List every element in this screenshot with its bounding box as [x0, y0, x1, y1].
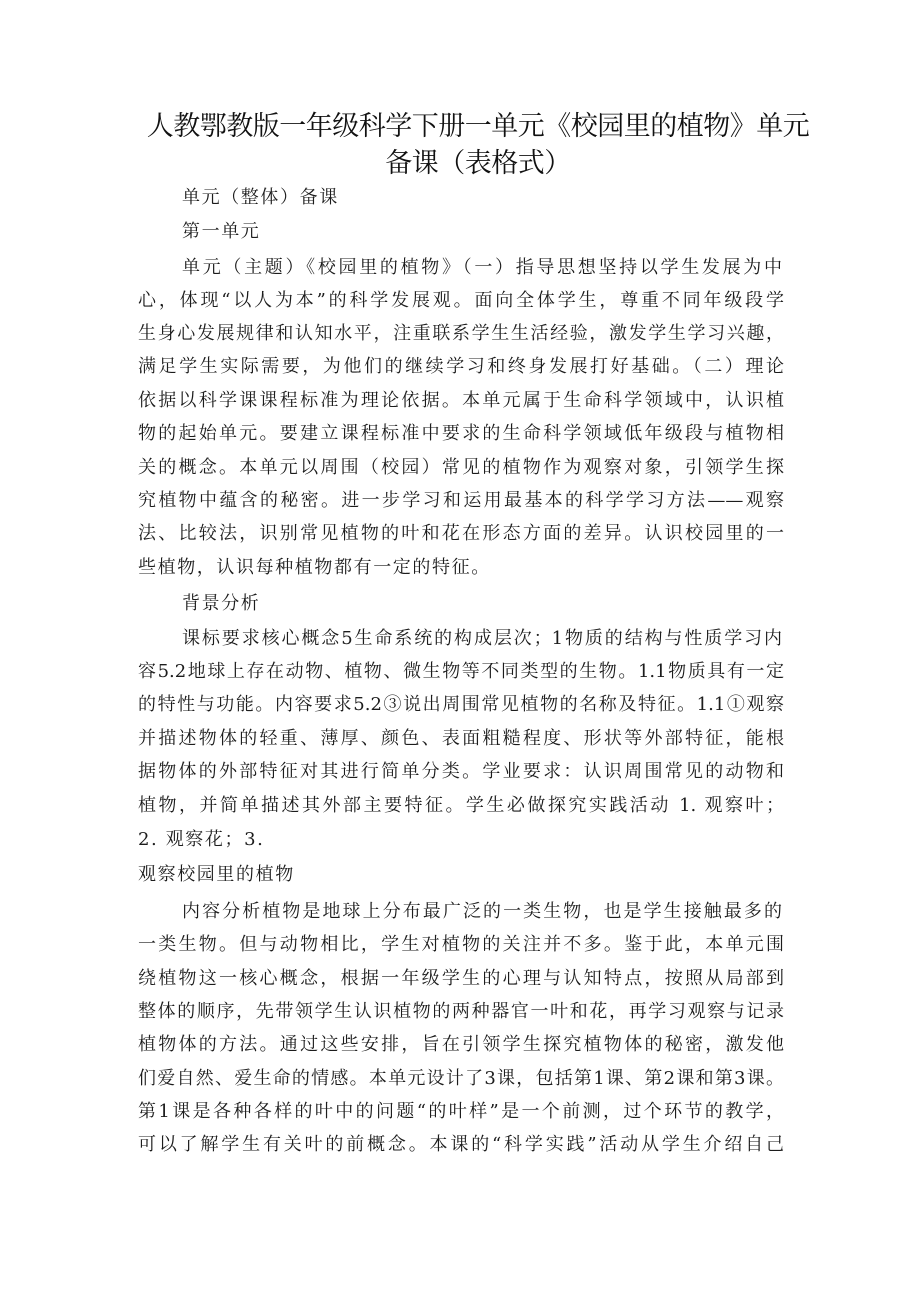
paragraph-line: 可以了解学生有关叶的前概念。本课的“科学实践”活动从学生介绍自己	[138, 1134, 784, 1155]
document-title	[138, 108, 818, 182]
paragraph-line: 关的概念。本单元以周围（校园）常见的植物作为观察对象，引领学生探	[138, 457, 784, 478]
title-line-2: 备课（表格式）	[385, 148, 571, 179]
paragraph-line: 2. 观察花；3.	[138, 829, 265, 850]
paragraph-line: 依据以科学课课程标准为理论依据。本单元属于生命科学领域中，认识植	[138, 390, 784, 411]
paragraph-line: 整体的顺序，先带领学生认识植物的两种器官一叶和花，再学习观察与记录	[138, 1001, 784, 1022]
paragraph-line: 些植物，认识每种植物都有一定的特征。	[138, 557, 491, 578]
section-heading-unit-prep: 单元（整体）备课	[182, 187, 339, 208]
paragraph-line: 究植物中蕴含的秘密。进一步学习和运用最基本的科学学习方法——观察	[138, 490, 784, 511]
paragraph-line: 一类生物。但与动物相比，学生对植物的关注并不多。鉴于此，本单元围	[138, 934, 784, 955]
paragraph-line: 课标要求核心概念5生命系统的构成层次；1物质的结构与性质学习内	[182, 628, 782, 649]
paragraph-line: 内容分析植物是地球上分布最广泛的一类生物，也是学生接触最多的	[182, 901, 782, 922]
paragraph-line: 绕植物这一核心概念，根据一年级学生的心理与认知特点，按照从局部到	[138, 968, 784, 989]
paragraph-line: 物的起始单元。要建立课程标准中要求的生命科学领域低年级段与植物相	[138, 423, 784, 444]
section-heading-unit-one: 第一单元	[182, 221, 261, 242]
paragraph-line: 第1课是各种各样的叶中的问题“的叶样”是一个前测，过个环节的教学，	[138, 1101, 784, 1122]
paragraph-line: 据物体的外部特征对其进行简单分类。学业要求：认识周围常见的动物和	[138, 761, 784, 782]
paragraph-line: 法、比较法，识别常见植物的叶和花在形态方面的差异。认识校园里的一	[138, 523, 784, 544]
paragraph-line: 的特性与功能。内容要求5.2③说出周围常见植物的名称及特征。1.1①观察	[138, 694, 784, 715]
paragraph-line: 容5.2地球上存在动物、植物、微生物等不同类型的生物。1.1物质具有一定	[138, 661, 784, 682]
paragraph-line: 植物体的方法。通过这些安排，旨在引领学生探究植物体的秘密，激发他	[138, 1034, 784, 1055]
paragraph-line: 心，体现“以人为本”的科学发展观。面向全体学生，尊重不同年级段学	[138, 290, 784, 311]
paragraph-line: 并描述物体的轻重、薄厚、颜色、表面粗糙程度、形状等外部特征，能根	[138, 728, 784, 749]
paragraph-line: 满足学生实际需要，为他们的继续学习和终身发展打好基础。（二）理论	[138, 356, 784, 377]
paragraph-line: 单元（主题）《校园里的植物》（一）指导思想坚持以学生发展为中	[182, 257, 782, 278]
paragraph-line: 们爱自然、爱生命的情感。本单元设计了3课，包括第1课、第2课和第3课。	[138, 1068, 784, 1089]
paragraph-line: 生身心发展规律和认知水平，注重联系学生生活经验，激发学生学习兴趣，	[138, 323, 784, 344]
title-line-1: 人教鄂教版一年级科学下册一单元《校园里的植物》单元	[146, 111, 810, 142]
section-heading-background: 背景分析	[182, 593, 261, 614]
section-heading-observe-plants: 观察校园里的植物	[138, 864, 295, 885]
paragraph-line: 植物，并简单描述其外部主要特征。学生必做探究实践活动 1. 观察叶；	[138, 795, 784, 816]
